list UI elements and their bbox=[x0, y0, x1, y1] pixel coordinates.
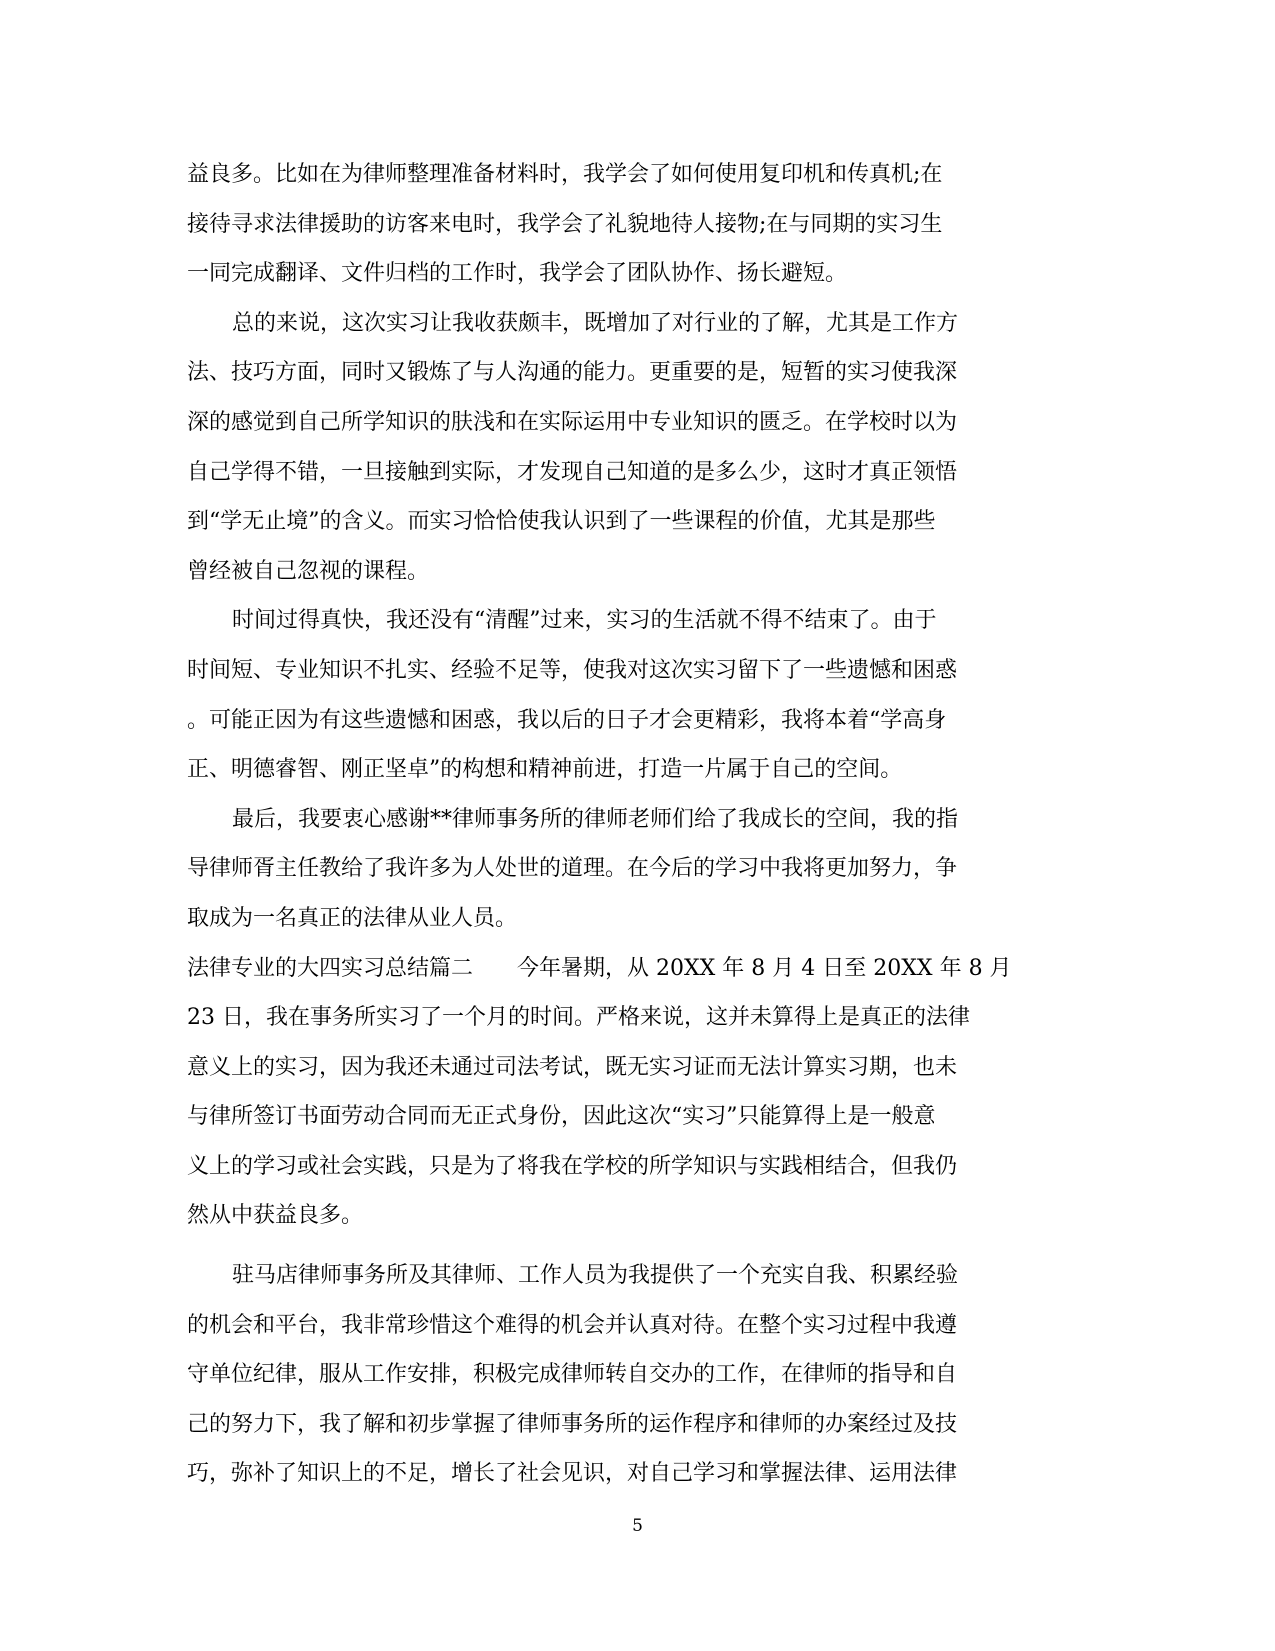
text-line: 己的努力下，我了解和初步掌握了律师事务所的运作程序和律师的办案经过及技 bbox=[187, 1411, 958, 1437]
text-line: 深的感觉到自己所学知识的肤浅和在实际运用中专业知识的匮乏。在学校时以为 bbox=[187, 409, 958, 435]
text-line: 意义上的实习，因为我还未通过司法考试，既无实习证而无法计算实习期，也未 bbox=[187, 1054, 958, 1080]
text-line: 导律师胥主任教给了我许多为人处世的道理。在今后的学习中我将更加努力，争 bbox=[187, 856, 958, 882]
paragraph-start-line: 总的来说，这次实习让我收获颇丰，既增加了对行业的了解，尤其是工作方 bbox=[232, 310, 959, 336]
text-line: 益良多。比如在为律师整理准备材料时，我学会了如何使用复印机和传真机;在 bbox=[187, 162, 943, 187]
paragraph-start-line: 最后，我要衷心感谢**律师事务所的律师老师们给了我成长的空间，我的指 bbox=[232, 806, 959, 832]
text-line: 守单位纪律，服从工作安排，积极完成律师转自交办的工作，在律师的指导和自 bbox=[187, 1362, 958, 1388]
text-line: 23 日，我在事务所实习了一个月的时间。严格来说，这并未算得上是真正的法律 bbox=[187, 1005, 970, 1031]
text-line: 曾经被自己忽视的课程。 bbox=[187, 558, 430, 584]
text-line: 巧，弥补了知识上的不足，增长了社会见识，对自己学习和掌握法律、运用法律 bbox=[187, 1461, 958, 1487]
document-body bbox=[187, 150, 1027, 1499]
page-number: 5 bbox=[632, 1516, 643, 1536]
text-line: 取成为一名真正的法律从业人员。 bbox=[187, 905, 518, 931]
paragraph-start-line: 时间过得真快，我还没有“清醒”过来，实习的生活就不得不结束了。由于 bbox=[232, 608, 937, 634]
text-line: 一同完成翻译、文件归档的工作时，我学会了团队协作、扬长避短。 bbox=[187, 261, 848, 287]
text-line: 自己学得不错，一旦接触到实际，才发现自己知道的是多么少，这时才真正领悟 bbox=[187, 459, 958, 485]
text-line: 正、明德睿智、刚正坚卓”的构想和精神前进，打造一片属于自己的空间。 bbox=[187, 757, 903, 783]
text-line: 的机会和平台，我非常珍惜这个难得的机会并认真对待。在整个实习过程中我遵 bbox=[187, 1312, 958, 1338]
text-line: 法、技巧方面，同时又锻炼了与人沟通的能力。更重要的是，短暂的实习使我深 bbox=[187, 360, 958, 386]
section-heading-line: 法律专业的大四实习总结篇二 今年暑期，从 20XX 年 8 月 4 日至 20XX 年 8 月 bbox=[187, 955, 1012, 981]
text-line: 与律所签订书面劳动合同而无正式身份，因此这次“实习”只能算得上是一般意 bbox=[187, 1104, 936, 1130]
text-line: 然从中获益良多。 bbox=[187, 1203, 364, 1229]
text-line: 时间短、专业知识不扎实、经验不足等，使我对这次实习留下了一些遗憾和困惑 bbox=[187, 657, 958, 683]
paragraph-start-line: 驻马店律师事务所及其律师、工作人员为我提供了一个充实自我、积累经验 bbox=[232, 1263, 959, 1289]
text-line: 。可能正因为有这些遗憾和困惑，我以后的日子才会更精彩，我将本着“学高身 bbox=[187, 707, 947, 733]
text-line: 义上的学习或社会实践，只是为了将我在学校的所学知识与实践相结合，但我仍 bbox=[187, 1153, 958, 1179]
text-line: 到“学无止境”的含义。而实习恰恰使我认识到了一些课程的价值，尤其是那些 bbox=[187, 509, 936, 535]
text-line: 接待寻求法律援助的访客来电时，我学会了礼貌地待人接物;在与同期的实习生 bbox=[187, 211, 943, 237]
